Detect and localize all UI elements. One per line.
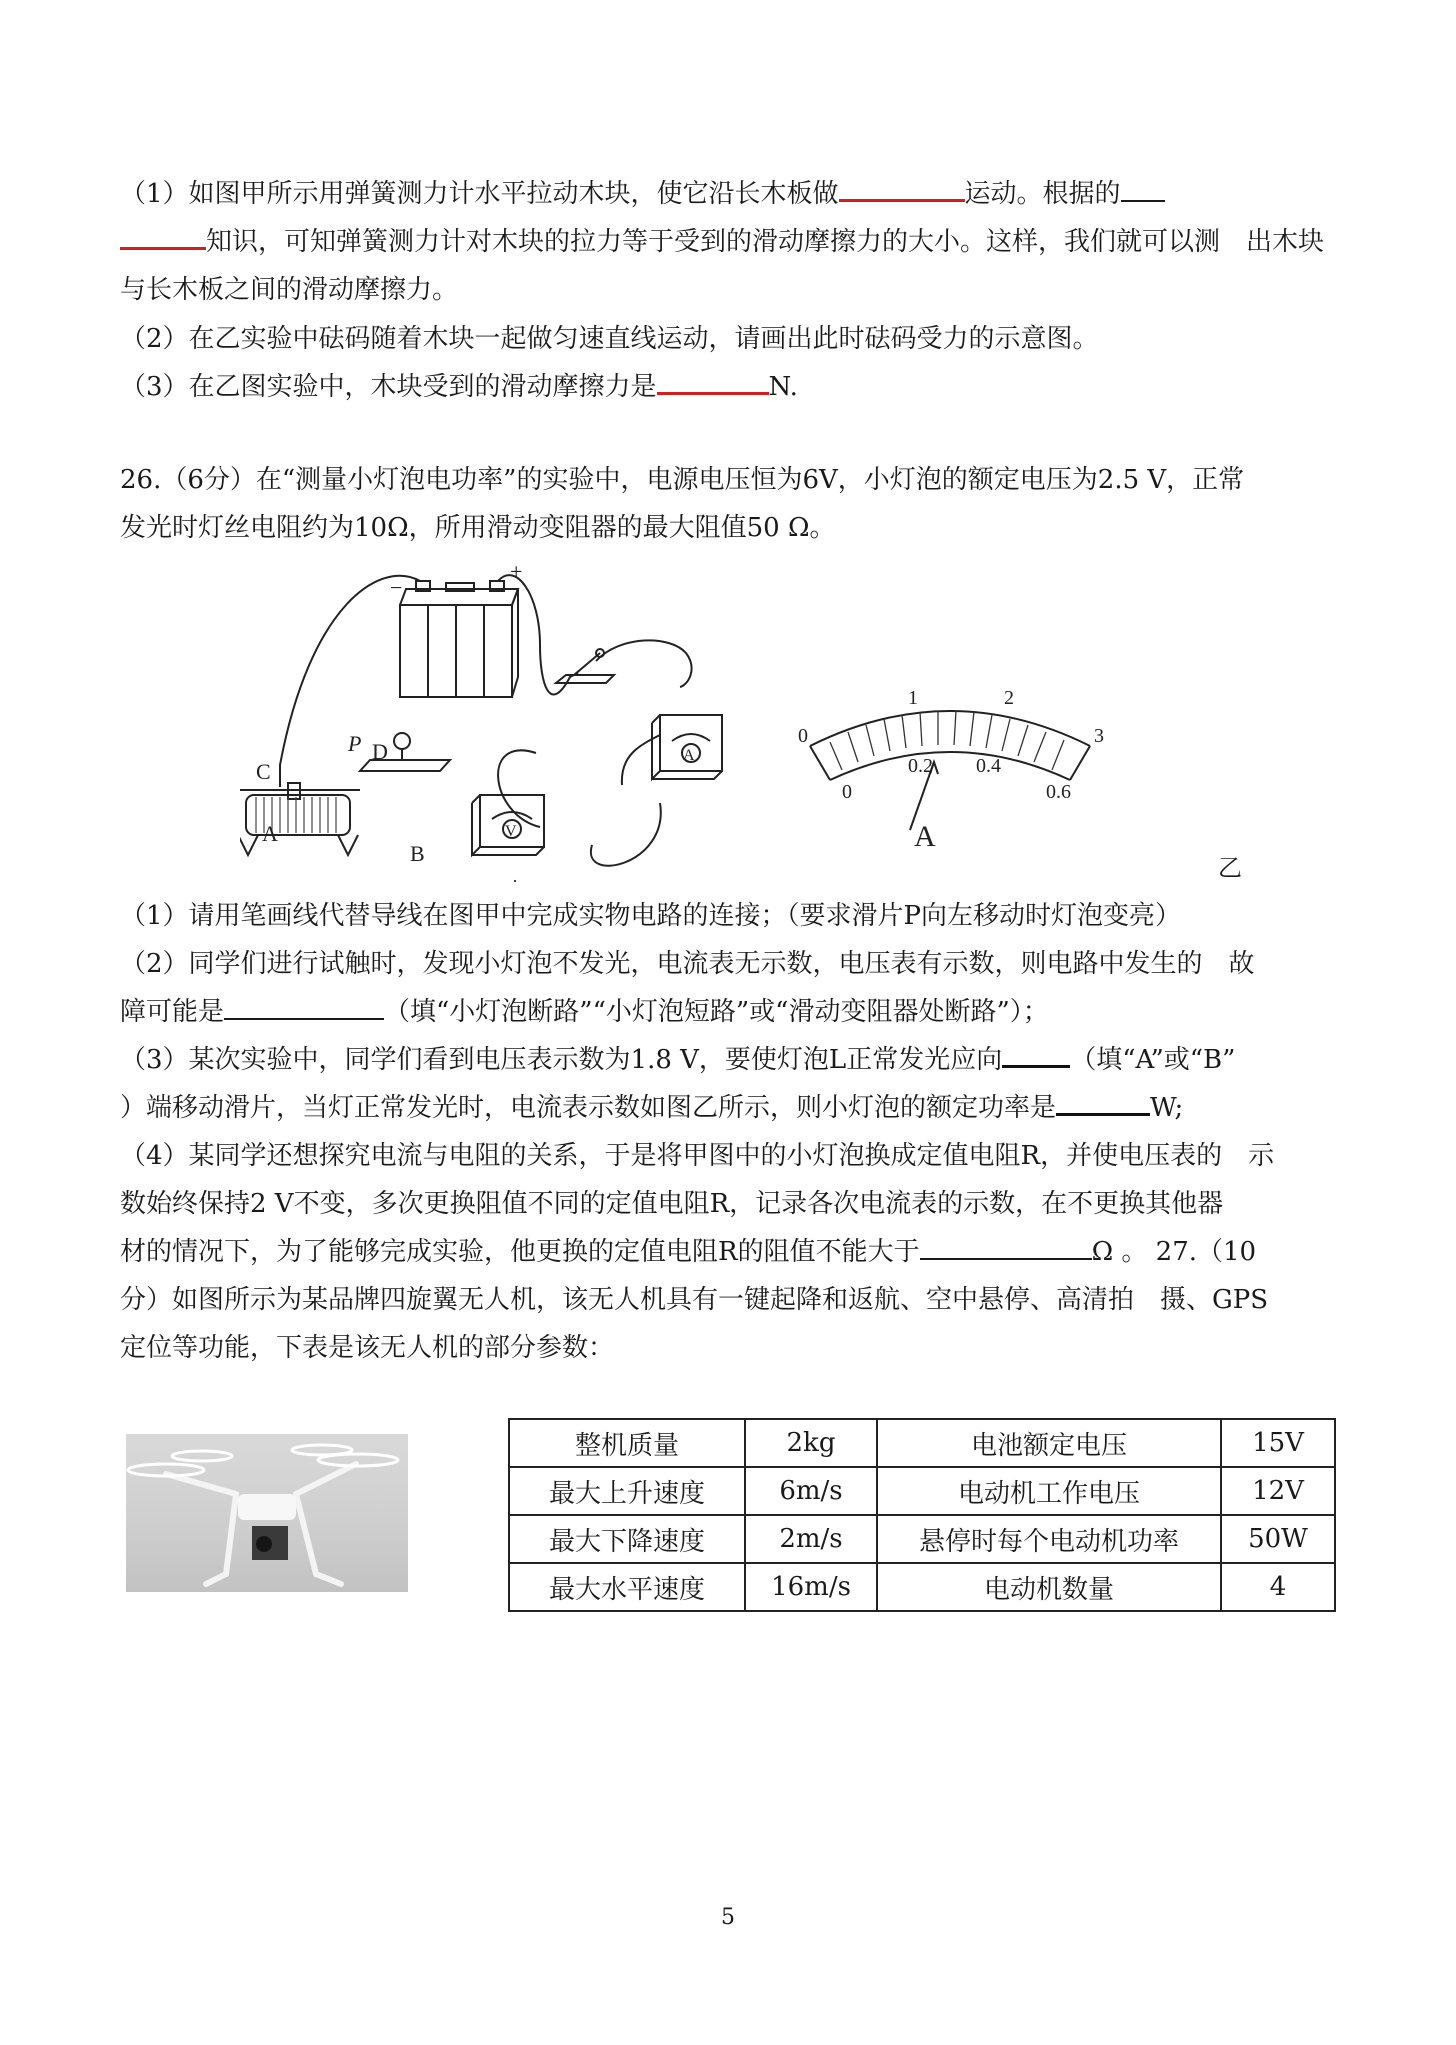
terminal-a-label: A: [262, 821, 278, 846]
wire-voltmeter-to-lamp[interactable]: [591, 803, 661, 866]
q26-intro-line-1: [120, 462, 1244, 498]
q25-part1-text-d: 与长木板之间的滑动摩擦力。: [120, 275, 459, 305]
q25-blank-friction[interactable]: [657, 370, 769, 395]
table-cell: 6m/s: [745, 1467, 877, 1515]
q26-intro-line-2: [120, 510, 836, 546]
q26-s3-text-a2: （填“A”或“B”: [1070, 1045, 1236, 1075]
table-row: [509, 1515, 1335, 1563]
q26-blank-resistance[interactable]: [920, 1236, 1092, 1260]
scale-top-0: 0: [798, 725, 808, 747]
scale-top-1: 1: [908, 687, 918, 709]
figure-circuit-apparatus: [240, 565, 760, 890]
table-row: [509, 1467, 1335, 1515]
scale-bottom-0: 0: [842, 781, 852, 803]
q26-s2-line-2: [120, 994, 1049, 1030]
q25-part1-text-a: （1）如图甲所示用弹簧测力计水平拉动木块，使它沿长木板做: [120, 179, 839, 209]
q27-text-1: 分）如图所示为某品牌四旋翼无人机，该无人机具有一键起降和返航、空中悬停、高清拍 摄、GPS: [120, 1285, 1269, 1315]
q26-s1-text: （1）请用笔画线代替导线在图甲中完成实物电路的连接；（要求滑片P向左移动时灯泡变亮）: [120, 901, 1182, 931]
q26-s4-line-3: [120, 1234, 1256, 1270]
q25-part3-text-a: （3）在乙图实验中，木块受到的滑动摩擦力是: [120, 372, 657, 402]
q25-line-4: [120, 321, 1099, 357]
q27-line-1: [120, 1282, 1268, 1318]
q26-s1-line: [120, 898, 1181, 934]
q25-line-3: [120, 272, 458, 308]
switch-icon[interactable]: [556, 675, 614, 683]
q26-s4-text-c1: 材的情况下，为了能够完成实验，他更换的定值电阻R的阻值不能大于: [120, 1237, 920, 1267]
scale-unit-label: A: [914, 820, 936, 850]
q26-s2-line-1: [120, 946, 1255, 982]
table-row: [509, 1563, 1335, 1611]
table-cell: 50W: [1221, 1515, 1335, 1563]
q26-s2-text-b2: （填“小灯泡断路”“小灯泡短路”或“滑动变阻器处断路”）；: [384, 997, 1049, 1027]
table-cell: 最大下降速度: [509, 1515, 745, 1563]
q25-part3-text-b: N.: [768, 372, 798, 402]
slider-p-label: P: [348, 731, 362, 756]
figure-b-caption: 乙: [1218, 854, 1242, 882]
terminal-c-label: C: [256, 759, 271, 784]
voltmeter-letter: V: [505, 823, 517, 840]
table-cell: 最大水平速度: [509, 1563, 745, 1611]
table-cell: 悬停时每个电动机功率: [877, 1515, 1221, 1563]
q26-s3-text-b1: ）端移动滑片，当灯正常发光时，电流表示数如图乙所示，则小灯泡的额定功率是: [120, 1093, 1057, 1123]
q26-blank-power[interactable]: [1056, 1091, 1150, 1116]
q26-s3-line-2: [120, 1090, 1183, 1126]
scale-bottom-02: 0.2: [908, 755, 933, 777]
terminal-b-label: B: [410, 841, 425, 866]
q26-s3-line-1: [120, 1042, 1235, 1078]
q26-s4-line-1: [120, 1138, 1274, 1174]
q25-line-5: [120, 369, 798, 405]
drone-photo: [126, 1434, 408, 1592]
drone-parameter-table: [508, 1418, 1336, 1612]
q26-s3-text-b2: W;: [1150, 1093, 1184, 1123]
ammeter-letter: A: [683, 747, 695, 764]
wire-battery-to-switch[interactable]: [498, 575, 578, 694]
q26-s2-text-a: （2）同学们进行试触时，发现小灯泡不发光，电流表无示数，电压表有示数，则电路中发生的 故: [120, 949, 1255, 979]
figure-a-dot: ·: [512, 871, 518, 890]
q26-s4-line-2: [120, 1186, 1223, 1222]
scale-arc-inner: [830, 752, 1070, 780]
q25-part2-text: （2）在乙实验中砝码随着木块一起做匀速直线运动，请画出此时砝码受力的示意图。: [120, 324, 1099, 354]
scale-arc-outer: [810, 711, 1090, 746]
q26-s4-text-b: 数始终保持2 V不变，多次更换阻值不同的定值电阻R，记录各次电流表的示数，在不更换其他器: [120, 1189, 1224, 1219]
table-cell: 16m/s: [745, 1563, 877, 1611]
scale-top-2: 2: [1004, 687, 1014, 709]
q26-s2-text-b1: 障可能是: [120, 997, 225, 1027]
q25-line-2: [120, 224, 1324, 260]
table-cell: 12V: [1221, 1467, 1335, 1515]
q25-part1-text-b: 运动。根据的: [964, 179, 1121, 209]
table-cell: 整机质量: [509, 1419, 745, 1467]
table-cell: 4: [1221, 1563, 1335, 1611]
q26-s4-text-c2: Ω 。 27.（10: [1091, 1237, 1257, 1267]
table-row: [509, 1419, 1335, 1467]
q26-s4-text-a: （4）某同学还想探究电流与电阻的关系，于是将甲图中的小灯泡换成定值电阻R，并使电压表的 示: [120, 1141, 1275, 1171]
table-cell: 2kg: [745, 1419, 877, 1467]
q26-s3-text-a1: （3）某次实验中，同学们看到电压表示数为1.8 V，要使灯泡L正常发光应向: [120, 1045, 1003, 1075]
q26-intro-1: 26.（6分）在“测量小灯泡电功率”的实验中，电源电压恒为6V，小灯泡的额定电压为2.5 V，正常: [120, 465, 1245, 495]
table-cell: 15V: [1221, 1419, 1335, 1467]
q25-blank-knowledge[interactable]: [120, 225, 206, 250]
battery-minus-label: −: [390, 575, 403, 600]
table-cell: 电池额定电压: [877, 1419, 1221, 1467]
q26-blank-fault[interactable]: [224, 996, 384, 1020]
battery-plus-label: +: [510, 565, 523, 584]
q25-line-1: [120, 176, 1165, 212]
scale-bottom-04: 0.4: [976, 755, 1001, 777]
q26-intro-2: 发光时灯丝电阻约为10Ω，所用滑动变阻器的最大阻值50 Ω。: [120, 513, 836, 543]
table-cell: 电动机数量: [877, 1563, 1221, 1611]
table-cell: 最大上升速度: [509, 1467, 745, 1515]
scale-bottom-06: 0.6: [1046, 781, 1071, 803]
q25-blank-knowledge-start[interactable]: [1121, 178, 1165, 202]
scale-top-3: 3: [1094, 725, 1104, 747]
q27-text-2: 定位等功能，下表是该无人机的部分参数：: [120, 1333, 615, 1363]
terminal-d-label: D: [372, 739, 388, 764]
q27-line-2: [120, 1330, 614, 1366]
table-cell: 2m/s: [745, 1515, 877, 1563]
drone-icon: [126, 1434, 408, 1592]
table-cell: 电动机工作电压: [877, 1467, 1221, 1515]
q26-blank-direction[interactable]: [1002, 1043, 1070, 1068]
figure-ammeter-scale: [790, 680, 1120, 850]
wire-voltmeter-loop[interactable]: [498, 750, 540, 827]
page-number: 5: [721, 1905, 735, 1930]
q25-part1-text-c: 知识，可知弹簧测力计对木块的拉力等于受到的滑动摩擦力的大小。这样，我们就可以测 出木块: [206, 227, 1325, 257]
q25-blank-motion[interactable]: [839, 177, 965, 202]
